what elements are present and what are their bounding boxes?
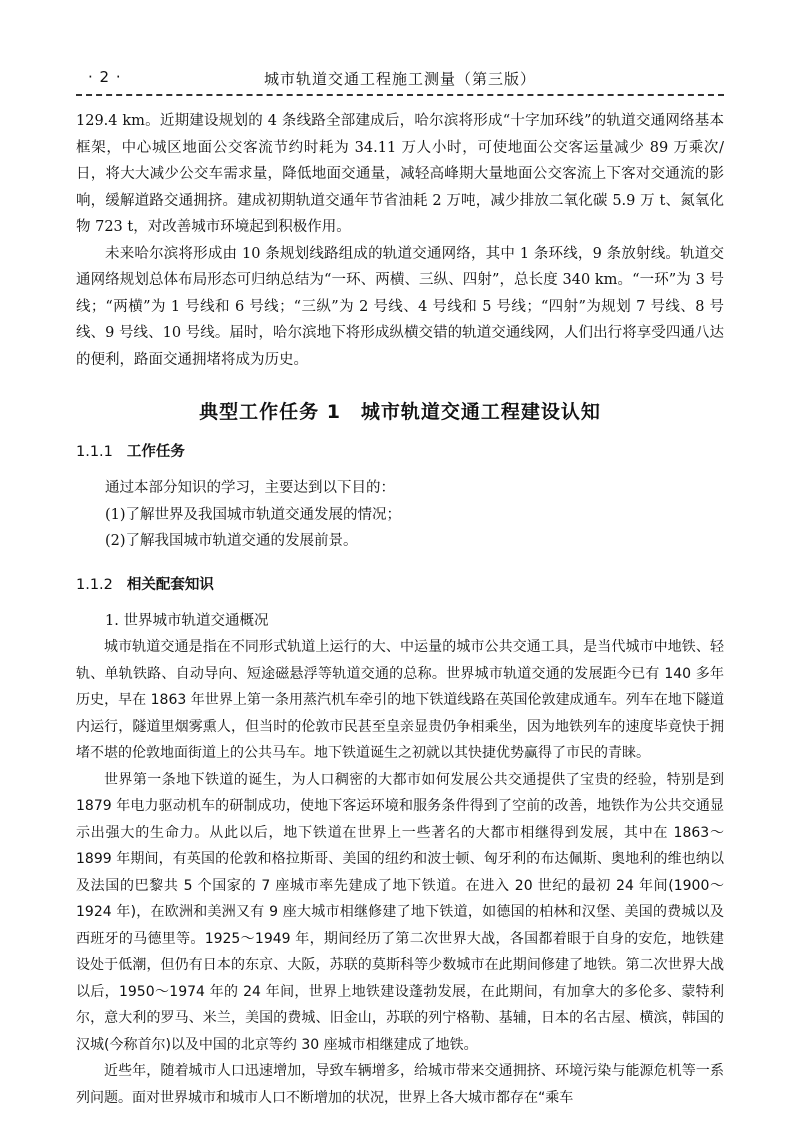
section-title: 工作任务 — [126, 444, 185, 460]
body-paragraph: 近些年，随着城市人口迅速增加，导致车辆增多，给城市带来交通拥挤、环境污染与能源危机等一系列问题。面对世界城市和城市人口不断增加的状况，世界上各大城市都存在“乘车 — [76, 1063, 724, 1106]
section-number: 1.1.1 — [76, 444, 113, 460]
page-number: · 2 · — [88, 68, 122, 86]
list-item: (2)了解我国城市轨道交通的发展前景。 — [105, 533, 358, 549]
intro-paragraph-2: 未来哈尔滨将形成由 10 条规划线路组成的轨道交通网络，其中 1 条环线，9 条放射线。轨道交通网络规划总体布局形态可归纳总结为“一环、两横、三纵、四射”，总长度 340 km。“一环”为 3 号线；“两横”为 1 号线和 6 号线；“三纵”为 2 号线、4 号线和 5 号线；“四射”为规划 7 号线、8 号线、9 号线、10 号线。届时，哈尔滨地下将形成纵横交错的轨道交通线网，人们出行将享受四通八达的便利，路面交通拥堵将成为历史。 — [76, 245, 724, 368]
section-number: 1.1.2 — [76, 576, 113, 593]
subsection-heading: 1. 世界城市轨道交通概况 — [105, 612, 269, 629]
section-heading-1-1-2 — [76, 573, 724, 594]
section-heading-1-1-1 — [76, 440, 724, 461]
running-header — [76, 60, 724, 92]
header-divider — [76, 94, 724, 96]
page-body — [76, 108, 724, 1111]
task-heading: 典型工作任务 1 城市轨道交通工程建设认知 — [199, 401, 601, 423]
list-item: (1)了解世界及我国城市轨道交通发展的情况； — [105, 506, 402, 523]
intro-paragraph-1: 129.4 km。近期建设规划的 4 条线路全部建成后，哈尔滨将形成“十字加环线”的轨道交通网络基本框架，中心城区地面公交客流节约时耗为 34.11 万人小时，可使地面公交客运量减少 89 万乘次/日，将大大减少公交车需求量，降低地面交通量，减轻高峰期大量地面公交客流上下客对交通流的影响，缓解道路交通拥挤。建成初期轨道交通年节省油耗 2 万吨，减少排放二氧化碳 5.9 万 t、氮氧化物 723 t，对改善城市环境起到积极作用。 — [76, 113, 724, 235]
objectives-lead: 通过本部分知识的学习，主要达到以下目的： — [105, 480, 395, 496]
body-paragraph: 城市轨道交通是指在不同形式轨道上运行的大、中运量的城市公共交通工具，是当代城市中地铁、轻轨、单轨铁路、自动导向、短途磁悬浮等轨道交通的总称。世界城市轨道交通的发展距今已有 140 多年历史，早在 1863 年世界上第一条用蒸汽机车牵引的地下铁道线路在英国伦敦建成通车。列车在地下隧道内运行，隧道里烟雾熏人，但当时的伦敦市民甚至皇亲显贵仍争相乘坐，因为地铁列车的速度毕竟快于拥堵不堪的伦敦地面街道上的公共马车。地下铁道诞生之初就以其快捷优势赢得了市民的青睐。 — [76, 639, 724, 761]
running-title: 城市轨道交通工程施工测量（第三版） — [263, 70, 536, 88]
section-title: 相关配套知识 — [126, 576, 214, 593]
objectives-list — [76, 475, 724, 555]
body-paragraph: 世界第一条地下铁道的诞生，为人口稠密的大都市如何发展公共交通提供了宝贵的经验，特别是到 1879 年电力驱动机车的研制成功，使地下客运环境和服务条件得到了空前的改善，地铁作为公共交通显示出强大的生命力。从此以后，地下铁道在世界上一些著名的大都市相继得到发展，其中在 1863～1899 年期间，有英国的伦敦和格拉斯哥、美国的纽约和波士顿、匈牙利的布达佩斯、奥地利的维也纳以及法国的巴黎共 5 个国家的 7 座城市率先建成了地下铁道。在进入 20 世纪的最初 24 年间(1900～1924 年)，在欧洲和美洲又有 9 座大城市相继修建了地下铁道，如德国的柏林和汉堡、美国的费城以及西班牙的马德里等。1925～1949 年，期间经历了第二次世界大战，各国都着眼于自身的安危，地铁建设处于低潮，但仍有日本的东京、大阪，苏联的莫斯科等少数城市在此期间修建了地铁。第二次世界大战以后，1950～1974 年的 24 年间，世界上地铁建设蓬勃发展，在此期间，有加拿大的多伦多、蒙特利尔，意大利的罗马、米兰，美国的费城、旧金山，苏联的列宁格勒、基辅，日本的名古屋、横滨，韩国的汉城(今称首尔)以及中国的北京等约 30 座城市相继建成了地铁。 — [76, 771, 724, 1053]
